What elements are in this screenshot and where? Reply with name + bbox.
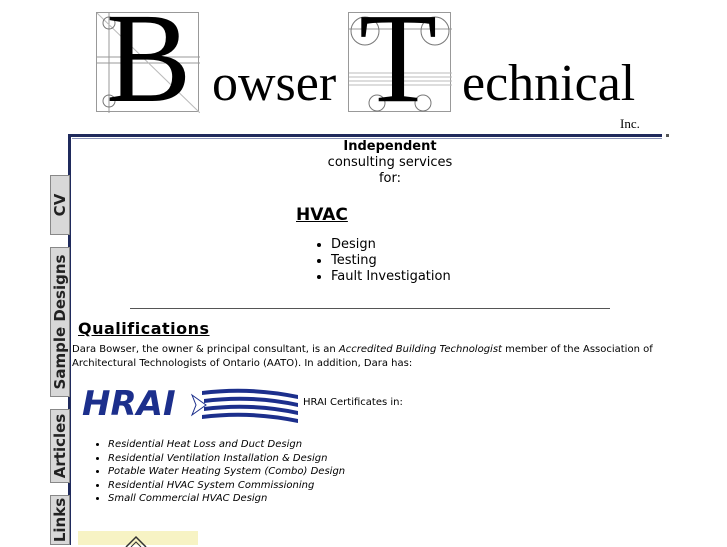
list-item: • Testing: [331, 253, 451, 269]
hrai-logo: [80, 383, 300, 427]
intro-line: for:: [378, 171, 402, 186]
tab-links[interactable]: [50, 495, 70, 545]
hvac-heading: HVAC: [296, 205, 348, 225]
para-emphasis: Accredited Building Technologist: [338, 344, 502, 355]
hvac-services-list: [314, 237, 451, 285]
qualifications-paragraph: [72, 343, 668, 371]
hrai-logo-text: HRAI: [82, 384, 176, 424]
frame-top-border: [68, 134, 662, 137]
logo-letter-t: T: [359, 0, 438, 129]
vertical-tab-bar: [50, 175, 70, 545]
hrai-certificates-label: HRAI Certificates in:: [303, 397, 403, 408]
list-item: • Potable Water Heating System (Combo) Design: [108, 465, 345, 479]
logo-letter-b: B: [106, 0, 192, 129]
tab-sample-designs[interactable]: [50, 247, 70, 397]
tab-articles[interactable]: [50, 409, 70, 483]
company-logo: [96, 0, 656, 132]
frame-corner-dot: [666, 134, 669, 137]
list-item: • Fault Investigation: [331, 269, 451, 285]
list-item: • Residential Ventilation Installation & Design: [108, 452, 345, 466]
main-content: [72, 139, 672, 545]
list-item: • Residential HVAC System Commissioning: [108, 479, 345, 493]
tab-label: Sample Designs: [51, 254, 69, 390]
logo-word-owser: owser: [212, 55, 337, 112]
divider: [130, 308, 610, 309]
intro-line: consulting services: [327, 155, 453, 170]
para-text: member of the Association of Architectural Technologists of Ontario (AATO). In addition, Dara has:: [72, 344, 653, 369]
accreditation-badge: [78, 531, 198, 545]
list-item: • Design: [331, 237, 451, 253]
logo-word-echnical: echnical: [462, 55, 636, 112]
intro-block: [280, 139, 500, 187]
qualifications-heading: Qualifications: [78, 319, 210, 338]
tab-cv[interactable]: [50, 175, 70, 235]
logo-suffix: Inc.: [620, 116, 640, 131]
list-item: • Small Commercial HVAC Design: [108, 492, 345, 506]
intro-line: Independent: [343, 139, 437, 154]
certificates-list: [94, 438, 345, 506]
tab-label: CV: [51, 193, 69, 217]
tab-label: Articles: [51, 413, 69, 479]
list-item: • Residential Heat Loss and Duct Design: [108, 438, 345, 452]
para-text: Dara Bowser, the owner & principal consultant, is an: [72, 344, 339, 355]
tab-label: Links: [51, 497, 69, 543]
